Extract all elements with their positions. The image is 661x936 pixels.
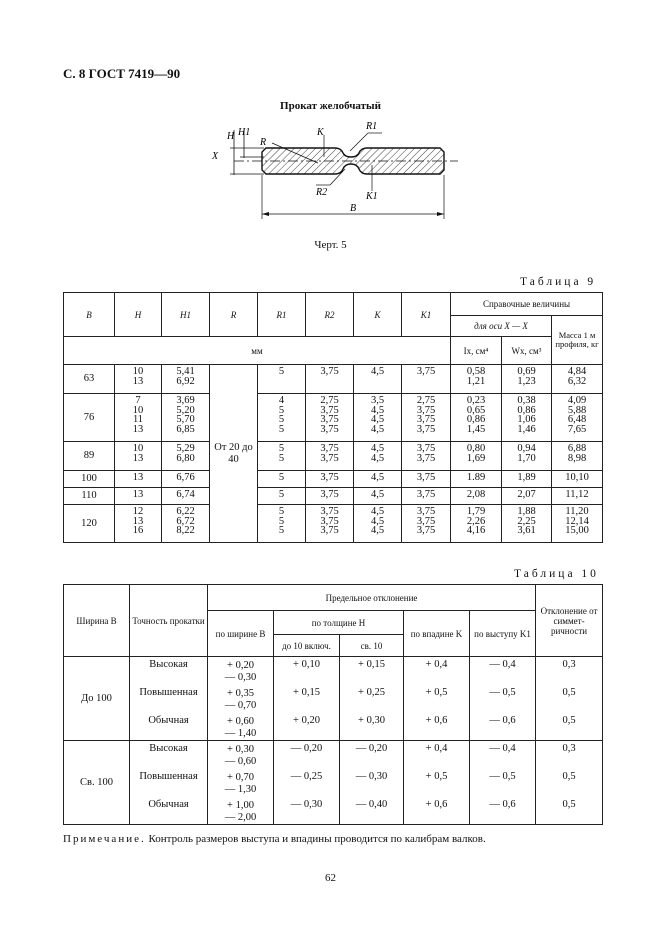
cell-r1-value: 5 [278,489,285,500]
cell-h [115,365,162,394]
cell-upto10: + 0,10 [274,657,340,685]
label-x: X [212,151,219,162]
cell-h-value: 7 [135,395,141,406]
th-symmetry: Отклонение от симмет- ричности [536,585,603,657]
label-k1: K1 [366,191,378,202]
cell-b: 63 [64,365,115,394]
cell-h-value: 10 [132,404,144,416]
cell-k-value: 4,5 [370,414,385,425]
cell-k1-value: 3,75 [416,472,436,483]
th-ref: Справочные величины [451,293,603,316]
th-by-groove: по впадине K [404,611,470,657]
cell-b: 76 [64,394,115,442]
cell-r2 [306,394,354,442]
cell-r2-value: 3,75 [320,472,339,483]
th-over10: св. 10 [340,635,404,657]
cell-symmetry: 0,3 [536,741,603,769]
cell-h1 [162,505,210,543]
cell-ix-value: 0,65 [466,404,486,416]
cell-mass-value: 6,32 [567,375,587,387]
cell-k-value: 3,5 [370,395,385,406]
cell-k1-value: 3,75 [416,489,436,500]
cell-mass-value: 11,20 [565,506,589,517]
cell-k1 [402,442,451,471]
cell-k1 [402,471,451,488]
cell-wx-value: 1,70 [517,452,536,464]
cell-ix-value: 1.89 [466,472,486,483]
table10-row [64,769,603,797]
cell-k-value [354,377,401,387]
label-h: H [227,131,235,142]
cell-b: 120 [64,505,115,543]
tolerance-minus: — 0,60 [224,756,257,767]
cell-k [354,394,402,442]
th-accuracy: Точность прокатки [130,585,208,657]
cell-h1-value: 5,20 [176,404,195,416]
cell-r1-value: 4 [278,395,285,406]
cell-upto10: + 0,20 [274,713,340,741]
cell-h1-value: 6,80 [176,452,195,464]
cell-r1-value: 5 [278,414,285,425]
cell-k1-value: 3,75 [416,443,436,454]
cell-mass [552,505,603,543]
cell-k-value: 4,5 [370,515,385,527]
cell-wx [502,488,552,505]
cell-ledge: — 0,4 [470,657,536,685]
cell-k [354,442,402,471]
table10 [63,584,603,825]
th-k: K [354,293,402,337]
table10-caption: Таблица 10 [514,568,599,580]
cell-upto10: — 0,25 [274,769,340,797]
cell-width: Св. 100 [64,741,130,825]
cell-r1-value: 5 [278,525,285,536]
cell-by-width [208,797,274,825]
tolerance-plus: + 0,20 [227,660,254,671]
cell-k1 [402,394,451,442]
cell-ix [451,365,502,394]
table9-row [64,365,603,394]
cell-wx [502,365,552,394]
tolerance-plus: + 1,00 [227,799,254,811]
cell-accuracy: Повышенная [130,769,208,797]
cell-ix-value: 0,58 [466,366,486,377]
cell-wx [502,505,552,543]
cell-h1-value: 6,76 [176,472,195,483]
tolerance-minus: — 0,30 [224,672,257,683]
th-by-thickness: по толщине H [274,611,404,635]
profile-drawing [200,115,460,233]
cell-over10: + 0,15 [340,657,404,685]
cell-r2-value: 3,75 [320,423,339,435]
cell-k1-value: 2,75 [416,395,436,406]
cell-r1-value: 5 [278,404,285,416]
cell-groove: + 0,5 [404,685,470,713]
cell-ix-value: 4,16 [466,525,486,536]
cell-r2-value: 3,75 [320,506,339,517]
cell-over10: + 0,30 [340,713,404,741]
cell-mass-value: 7,65 [567,423,587,435]
cell-k1-value: 3,75 [416,404,436,416]
cell-groove: + 0,4 [404,657,470,685]
cell-k-value: 4,5 [370,366,385,377]
cell-mass [552,442,603,471]
cell-k-value: 4,5 [370,443,385,454]
cell-h1 [162,488,210,505]
cell-wx-value: 1,89 [517,472,536,483]
cell-h [115,394,162,442]
cell-over10: + 0,25 [340,685,404,713]
cell-h1-value: 6,22 [176,506,195,517]
cell-h-value: 10 [132,366,144,377]
cell-wx-value: 0,94 [517,443,536,454]
cell-wx-value: 1,46 [517,423,536,435]
cell-symmetry: 0,5 [536,769,603,797]
cell-h-value: 13 [132,423,144,435]
cell-h-value: 16 [132,525,144,536]
cell-accuracy: Обычная [130,713,208,741]
cell-by-width [208,657,274,685]
cell-r2 [306,365,354,394]
cell-r2-value: 3,75 [320,452,339,464]
th-wx: Wx, см³ [502,337,552,365]
label-r2: R2 [316,187,328,198]
cell-h1 [162,442,210,471]
cell-k1 [402,488,451,505]
cell-k1-value: 3,75 [416,414,436,425]
cell-h1-value: 3,69 [176,395,195,406]
cell-ledge: — 0,6 [470,797,536,825]
cell-k1-value: 3,75 [416,452,436,464]
th-r: R [210,293,258,337]
cell-h [115,471,162,488]
cell-groove: + 0,5 [404,769,470,797]
cell-h1-value: 8,22 [176,525,195,536]
tolerance-plus: + 0,30 [227,744,254,755]
cell-mass [552,394,603,442]
cell-k1-value: 3,75 [416,525,436,536]
cell-r1 [258,365,306,394]
cell-by-width [208,741,274,769]
cell-k-value: 4,5 [370,506,385,517]
cell-ledge: — 0,6 [470,713,536,741]
table10-row [64,741,603,769]
cell-ix-value: 1,69 [466,452,486,464]
cell-h1-value: 6,72 [176,515,195,527]
cell-k [354,488,402,505]
cell-ledge: — 0,5 [470,685,536,713]
cell-h1 [162,394,210,442]
th-k1: K1 [402,293,451,337]
cell-h1-value: 6,74 [176,489,195,500]
cell-ix [451,471,502,488]
cell-over10: — 0,30 [340,769,404,797]
cell-symmetry: 0,5 [536,713,603,741]
cell-mass-value: 10,10 [565,472,589,483]
cell-h1-value: 5,29 [176,443,195,454]
cell-h-value: 11 [132,414,144,425]
cell-mass-value: 6,48 [567,414,587,425]
cell-wx-value: 0,38 [517,395,536,406]
cell-mass [552,488,603,505]
th-width: Ширина B [64,585,130,657]
cell-mass-value: 5,88 [567,404,587,416]
page-header: С. 8 ГОСТ 7419—90 [63,66,181,81]
label-k: K [317,127,324,138]
cell-accuracy: Высокая [130,657,208,685]
cell-r1-value: 5 [278,506,285,517]
table9-row [64,505,603,543]
cell-k-value: 4,5 [370,452,385,464]
cell-k [354,471,402,488]
cell-ix-value: 1,79 [466,506,486,517]
cell-mass [552,365,603,394]
cell-groove: + 0,6 [404,797,470,825]
th-units: мм [64,337,451,365]
table9-row [64,442,603,471]
cell-h1-value: 6,85 [176,423,195,435]
cell-wx-value: 3,61 [517,525,536,536]
cell-h1-value: 5,70 [176,414,195,425]
cell-r2-value: 3,75 [320,443,339,454]
cell-r1-value: 5 [278,452,285,464]
cell-r2-value: 3,75 [320,489,339,500]
cell-mass-value: 6,88 [567,443,587,454]
cell-r2 [306,471,354,488]
note-text: Контроль размеров выступа и впадины проводится по калибрам валков. [145,833,486,845]
th-h1: H1 [162,293,210,337]
page-number: 62 [325,872,336,884]
cell-accuracy: Повышенная [130,685,208,713]
cell-mass-value: 4,09 [567,395,587,406]
cell-width: До 100 [64,657,130,741]
cell-mass [552,471,603,488]
cell-r2 [306,442,354,471]
cell-r1 [258,505,306,543]
table9 [63,292,603,543]
cell-ix-value: 2,26 [466,515,486,527]
cell-h1 [162,365,210,394]
table9-row [64,394,603,442]
th-axis: для оси X — X [451,316,552,337]
label-b: B [350,203,357,214]
cell-by-width [208,713,274,741]
cell-r1-value: 5 [278,472,285,483]
cell-wx-value: 2,07 [517,489,536,500]
cell-h-value: 12 [132,506,144,517]
cell-r1 [258,471,306,488]
cell-over10: — 0,20 [340,741,404,769]
cell-k1-value: 3,75 [416,366,436,377]
cell-wx-value: 1,23 [517,375,536,387]
cell-k-value: 4,5 [370,404,385,416]
cell-r2-value: 3,75 [320,414,339,425]
cell-groove: + 0,4 [404,741,470,769]
th-r1: R1 [258,293,306,337]
cell-r2 [306,505,354,543]
cell-h-value: 13 [132,489,144,500]
cell-ix-value: 1,45 [466,423,486,435]
cell-ix-value: 0,23 [466,395,486,406]
figure-caption: Черт. 5 [314,239,347,251]
cell-h-value: 13 [132,472,144,483]
th-upto10: до 10 включ. [274,635,340,657]
label-r1: R1 [366,121,378,132]
cell-upto10: — 0,30 [274,797,340,825]
cell-k [354,505,402,543]
cell-h [115,505,162,543]
cell-r1 [258,394,306,442]
cell-ix [451,505,502,543]
cell-r2-value: 3,75 [320,366,339,377]
cell-b: 89 [64,442,115,471]
tolerance-minus: — 1,30 [224,783,257,795]
cell-groove: + 0,6 [404,713,470,741]
cell-k1-value: 3,75 [416,515,436,527]
th-limit: Предельное отклонение [208,585,536,611]
cell-mass-value: 11,12 [565,489,589,500]
cell-k1 [402,505,451,543]
cell-accuracy: Высокая [130,741,208,769]
table9-row [64,488,603,505]
cell-r2 [306,488,354,505]
cell-k [354,365,402,394]
th-r2: R2 [306,293,354,337]
cell-ix [451,442,502,471]
cell-ix-value: 0,80 [466,443,486,454]
label-h1: H1 [238,127,251,138]
cell-k1-value: 3,75 [416,506,436,517]
cell-wx-value: 2,25 [517,515,536,527]
cell-b: 100 [64,471,115,488]
cell-ledge: — 0,4 [470,741,536,769]
cell-ledge: — 0,5 [470,769,536,797]
cell-symmetry: 0,5 [536,797,603,825]
cell-k-value: 4,5 [370,423,385,435]
cell-mass-value: 4,84 [567,366,587,377]
cell-mass-value: 15,00 [565,525,589,536]
note-label: Примечание. [63,833,146,845]
th-b: B [64,293,115,337]
cell-h-value: 13 [132,452,144,464]
table9-caption: Таблица 9 [520,276,597,288]
cell-r1-value: 5 [278,515,285,527]
table10-row [64,657,603,685]
table10-row [64,797,603,825]
tolerance-minus: — 2,00 [224,811,257,823]
cell-r2-value: 3,75 [320,404,339,416]
tolerance-plus: + 0,60 [227,715,254,727]
cell-r1-value: 5 [278,423,285,435]
cell-wx-value: 0,69 [517,366,536,377]
th-h: H [115,293,162,337]
cell-b: 110 [64,488,115,505]
cell-k1-value [402,377,450,387]
cell-upto10: + 0,15 [274,685,340,713]
cell-upto10: — 0,20 [274,741,340,769]
cell-symmetry: 0,5 [536,685,603,713]
tolerance-minus: — 1,40 [224,727,257,739]
cell-k-value: 4,5 [370,472,385,483]
tolerance-plus: + 0,35 [227,687,254,699]
cell-k-value: 4,5 [370,525,385,536]
cell-ix [451,488,502,505]
cell-by-width [208,685,274,713]
table10-row [64,685,603,713]
cell-h-value: 13 [132,515,144,527]
th-mass: Масса 1 м профиля, кг [552,316,603,365]
cell-r1 [258,488,306,505]
cell-r2-value [306,377,353,387]
cell-wx-value: 1,06 [517,414,536,425]
cell-r2-value: 3,75 [320,515,339,527]
note [63,833,486,845]
cell-ix-value: 0,86 [466,414,486,425]
cell-h-value: 10 [132,443,144,454]
cell-k1-value: 3,75 [416,423,436,435]
th-ix: Ix, см⁴ [451,337,502,365]
cell-h1-value: 6,92 [176,375,195,387]
tolerance-plus: + 0,70 [227,771,254,783]
figure-title: Прокат желобчатый [280,100,381,112]
cell-r: От 20 до 40 [210,365,258,543]
cell-h1-value: 5,41 [176,366,195,377]
cell-h1 [162,471,210,488]
cell-h [115,442,162,471]
th-by-ledge: по выступу K1 [470,611,536,657]
cell-by-width [208,769,274,797]
cell-ix-value: 1,21 [466,375,486,387]
cell-r1-value: 5 [278,443,285,454]
cell-accuracy: Обычная [130,797,208,825]
table9-row [64,471,603,488]
cell-h-value: 13 [132,375,144,387]
cell-wx [502,442,552,471]
cell-r1-value [258,377,305,387]
th-by-width: по ширине B [208,611,274,657]
cell-r2-value: 3,75 [320,525,339,536]
cell-r2-value: 2,75 [320,395,339,406]
cell-wx-value: 1,88 [517,506,536,517]
cell-over10: — 0,40 [340,797,404,825]
cell-symmetry: 0,3 [536,657,603,685]
table10-row [64,713,603,741]
cell-k-value: 4,5 [370,489,385,500]
cell-mass-value: 12,14 [565,515,589,527]
cell-mass-value: 8,98 [567,452,587,464]
label-r: R [260,137,267,148]
tolerance-minus: — 0,70 [224,699,257,711]
cell-k1 [402,365,451,394]
cell-ix [451,394,502,442]
cell-r1 [258,442,306,471]
cell-r1-value: 5 [278,366,285,377]
cell-h [115,488,162,505]
cell-ix-value: 2,08 [466,489,486,500]
cell-wx [502,394,552,442]
cell-wx-value: 0,86 [517,404,536,416]
cell-wx [502,471,552,488]
